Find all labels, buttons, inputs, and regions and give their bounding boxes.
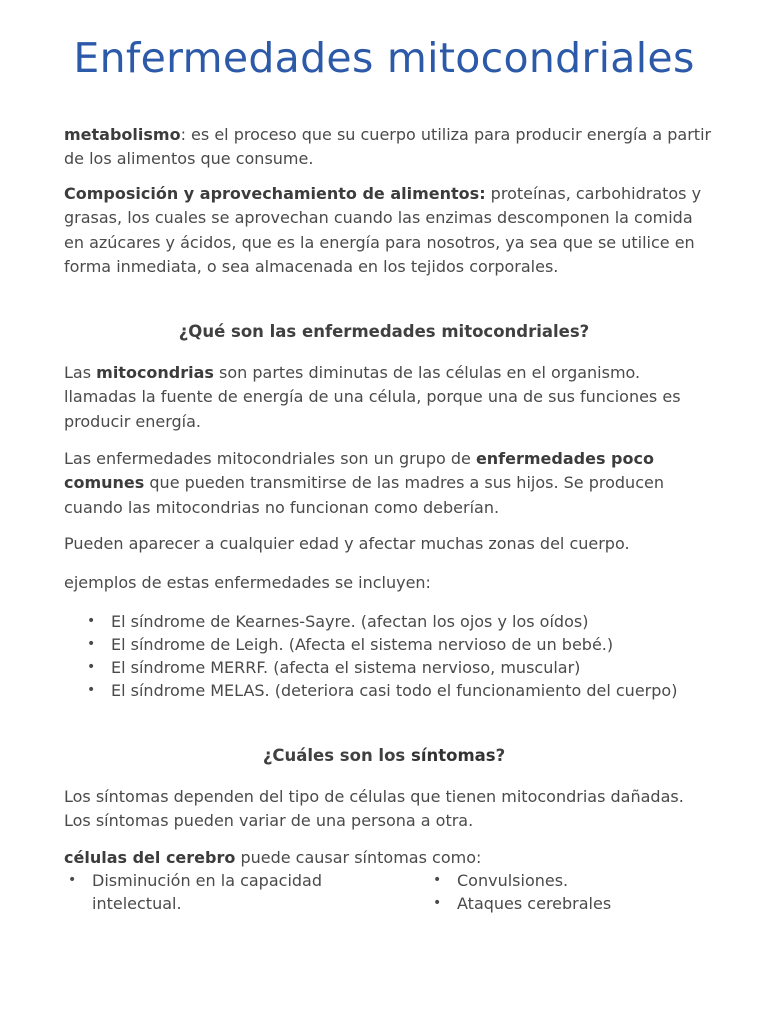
composition-term: Composición y aprovechamiento de alimentos: bbox=[64, 184, 486, 203]
list-item: • El síndrome MELAS. (deteriora casi todo el funcionamiento del cuerpo) bbox=[64, 679, 677, 702]
list-item: • El síndrome MERRF. (afecta el sistema nervioso, muscular) bbox=[64, 656, 677, 679]
composition-definition: proteínas, carbohidratos y grasas, los cuales se aprovechan cuando las enzimas descomponen la comida en azúcares y ácidos, que es la energía para nosotros, ya sea que se utilice en forma inmediata, o sea almacenada en los tejidos corporales. bbox=[64, 184, 702, 276]
brain-cells-term: células del cerebro bbox=[64, 848, 236, 867]
rare-diseases-term: enfermedades poco comunes bbox=[64, 449, 654, 493]
list-item: • El síndrome de Leigh. (Afecta el sistema nervioso de un bebé.) bbox=[64, 633, 677, 656]
list-item: • Disminución en la capacidad intelectual. bbox=[64, 869, 364, 915]
examples-list bbox=[64, 610, 677, 702]
list-item: • El síndrome de Kearnes-Sayre. (afectan los ojos y los oídos) bbox=[64, 610, 677, 633]
page-title: Enfermedades mitocondriales bbox=[73, 34, 695, 82]
mitochondria-text-a: Las bbox=[64, 363, 97, 382]
symptoms-list-left bbox=[64, 869, 364, 915]
section-heading-symptoms bbox=[0, 746, 768, 765]
diseases-paragraph bbox=[64, 447, 714, 520]
brain-cells-paragraph bbox=[64, 846, 714, 870]
symptoms-heading-bold: síntomas bbox=[411, 746, 496, 765]
mitochondria-term: mitocondrias bbox=[96, 363, 214, 382]
metabolism-term: metabolismo bbox=[64, 125, 181, 144]
mitochondria-paragraph bbox=[64, 361, 714, 434]
any-age-paragraph: Pueden aparecer a cualquier edad y afectar muchas zonas del cuerpo. bbox=[64, 534, 630, 553]
symptoms-paragraph: Los síntomas dependen del tipo de células que tienen mitocondrias dañadas. Los síntomas pueden variar de una persona a otra. bbox=[64, 787, 684, 831]
mitochondria-text-b: son partes diminutas de las células en el organismo. llamadas la fuente de energía de una célula, porque una de sus funciones es producir energía. bbox=[64, 363, 681, 431]
section-heading-what-are: ¿Qué son las enfermedades mitocondriales? bbox=[178, 322, 590, 341]
symptoms-heading-a: ¿Cuáles son los bbox=[262, 746, 411, 765]
symptoms-heading-b: ? bbox=[495, 746, 506, 765]
list-item: • Convulsiones. bbox=[429, 869, 729, 892]
diseases-text-a: Las enfermedades mitocondriales son un grupo de bbox=[64, 449, 476, 468]
list-item: • Ataques cerebrales bbox=[429, 892, 729, 915]
metabolism-definition: : es el proceso que su cuerpo utiliza para producir energía a partir de los alimentos que consume. bbox=[64, 125, 712, 169]
composition-paragraph bbox=[64, 182, 714, 279]
metabolism-paragraph bbox=[64, 123, 714, 172]
brain-cells-text: puede causar síntomas como: bbox=[235, 848, 482, 867]
examples-intro: ejemplos de estas enfermedades se incluyen: bbox=[64, 573, 431, 592]
symptoms-list-right bbox=[429, 869, 729, 915]
diseases-text-b: que pueden transmitirse de las madres a sus hijos. Se producen cuando las mitocondrias no funcionan como deberían. bbox=[64, 473, 664, 517]
